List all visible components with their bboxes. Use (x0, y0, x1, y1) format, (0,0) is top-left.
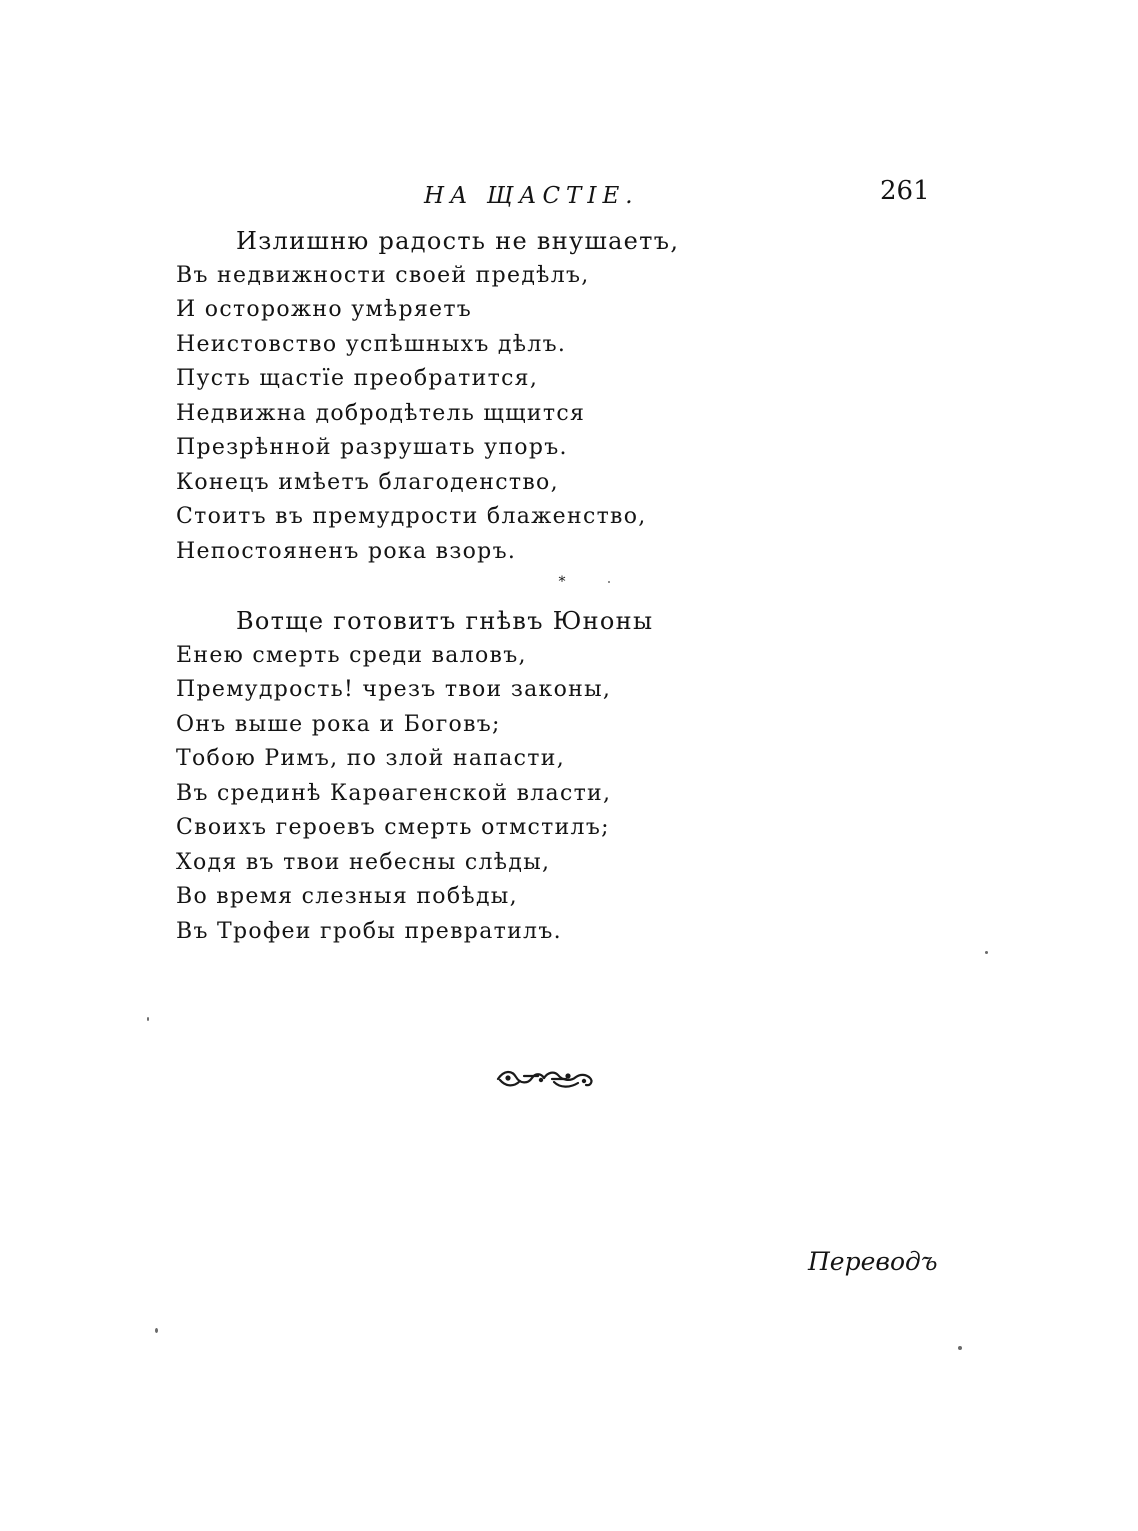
verse-line: Тобою Римъ, по злой напасти, (176, 746, 566, 771)
verse-line: Ходя въ твои небесны слѣды, (176, 849, 551, 875)
paper-speck (985, 951, 988, 954)
stanza-1 (176, 224, 736, 569)
verse-line: Непостояненъ рока взоръ. (176, 538, 517, 564)
verse-line: Въ Трофеи гробы превратилъ. (176, 918, 562, 944)
verse-line: Неистовство успѣшныхъ дѣлъ. (176, 331, 567, 357)
verse-line: Излишню радость не внушаетъ, (236, 227, 680, 255)
verse-line: Пусть щастїе преобратится, (176, 366, 539, 391)
verse-line: Презрѣнной разрушать упоръ. (176, 435, 568, 460)
stanza-divider: * (558, 574, 566, 590)
verse-line: Енею смерть среди валовъ, (176, 642, 527, 668)
verse-line: Въ недвижности своей предѣлъ, (176, 262, 590, 288)
page-number: 261 (880, 176, 930, 206)
verse-line: Въ срединѣ Карѳагенской власти, (176, 780, 612, 806)
paper-speck (147, 1017, 149, 1021)
stanza-2 (176, 604, 736, 949)
printers-ornament-icon (494, 1066, 598, 1092)
verse-line: Конецъ имѣетъ благоденство, (176, 469, 559, 495)
verse-line: Во время слезныя побѣды, (176, 884, 518, 909)
paper-speck (608, 581, 610, 583)
verse-line: Стоитъ въ премудрости блаженство, (176, 504, 647, 529)
verse-line: Своихъ героевъ смерть отмстилъ; (176, 815, 610, 840)
verse-line: Вотще готовитъ гнѣвъ Юноны (236, 607, 654, 635)
paper-speck (958, 1346, 962, 1350)
verse-line: Онъ выше рока и Боговъ; (176, 711, 501, 737)
running-title: НА ЩАСТІЕ. (424, 183, 639, 209)
verse-line: Недвижна добродѣтель щщится (176, 400, 586, 426)
verse-line: Премудрость! чрезъ твои законы, (176, 677, 612, 702)
paper-speck (155, 1328, 158, 1333)
verse-line: И осторожно умѣряетъ (176, 297, 473, 322)
catchword: Переводъ (808, 1247, 938, 1276)
